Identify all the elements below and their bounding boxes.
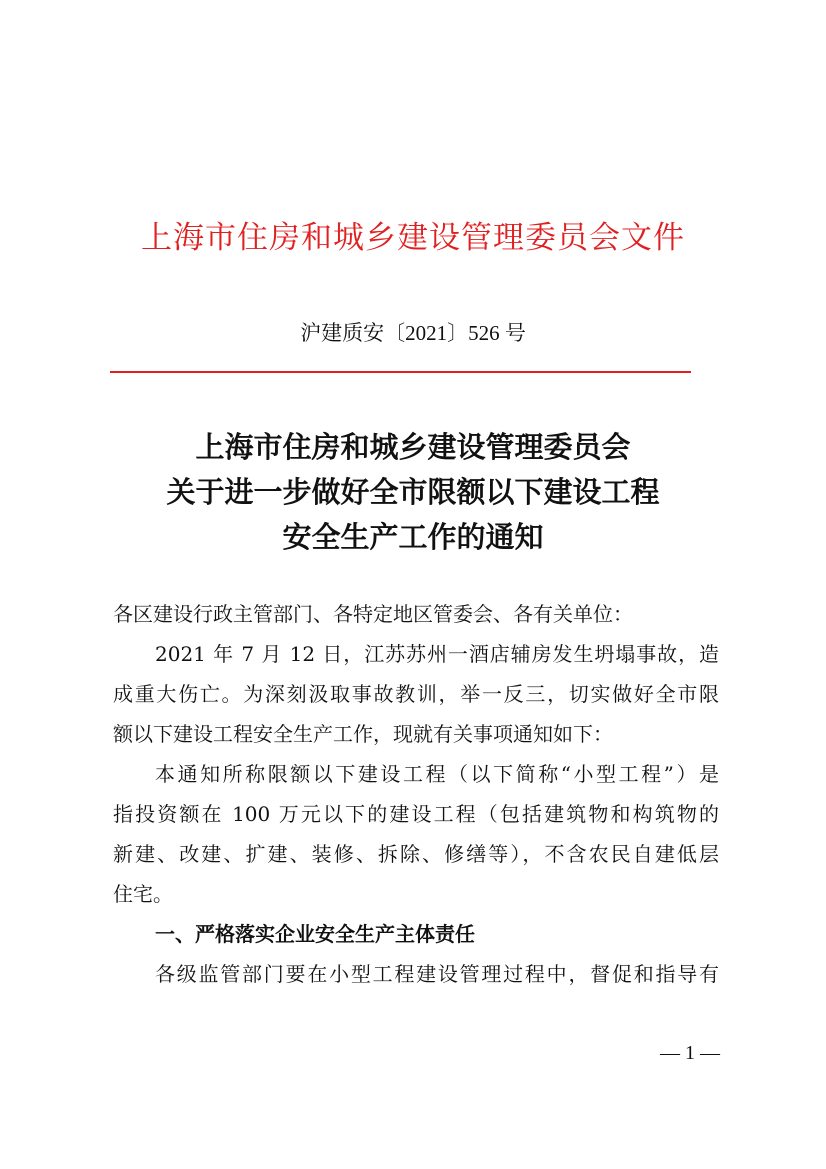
salutation: 各区建设行政主管部门、各特定地区管委会、各有关单位： bbox=[113, 602, 633, 626]
paragraph bbox=[113, 954, 719, 994]
paragraph-line: 住宅。 bbox=[113, 882, 173, 906]
paragraph bbox=[113, 634, 719, 754]
title-line: 上海市住房和城乡建设管理委员会 bbox=[195, 430, 631, 464]
document-number: 沪建质安〔2021〕526 号 bbox=[300, 321, 526, 345]
document-title bbox=[0, 425, 826, 560]
paragraph-line: 2021 年 7 月 12 日，江苏苏州一酒店辅房发生坍塌事故，造 bbox=[155, 642, 719, 666]
paragraph-line: 额以下建设工程安全生产工作，现就有关事项通知如下： bbox=[113, 722, 613, 746]
paragraph-line: 指投资额在 100 万元以下的建设工程（包括建筑物和构筑物的 bbox=[113, 802, 719, 826]
paragraph-line: 各级监管部门要在小型工程建设管理过程中，督促和指导有 bbox=[155, 962, 719, 986]
paragraph-line: 新建、改建、扩建、装修、拆除、修缮等），不含农民自建低层 bbox=[113, 842, 719, 866]
paragraph-line: 成重大伤亡。为深刻汲取事故教训，举一反三，切实做好全市限 bbox=[113, 682, 719, 706]
page-number: — 1 — bbox=[660, 1042, 720, 1064]
document-body bbox=[113, 594, 719, 994]
issuing-authority-header: 上海市住房和城乡建设管理委员会文件 bbox=[141, 220, 685, 256]
paragraph bbox=[113, 754, 719, 914]
section-heading: 一、严格落实企业安全生产主体责任 bbox=[155, 922, 475, 946]
title-line: 安全生产工作的通知 bbox=[282, 520, 544, 554]
red-divider-rule bbox=[110, 371, 691, 373]
title-line: 关于进一步做好全市限额以下建设工程 bbox=[166, 475, 660, 509]
paragraph-line: 本通知所称限额以下建设工程（以下简称“小型工程”）是 bbox=[155, 762, 719, 786]
